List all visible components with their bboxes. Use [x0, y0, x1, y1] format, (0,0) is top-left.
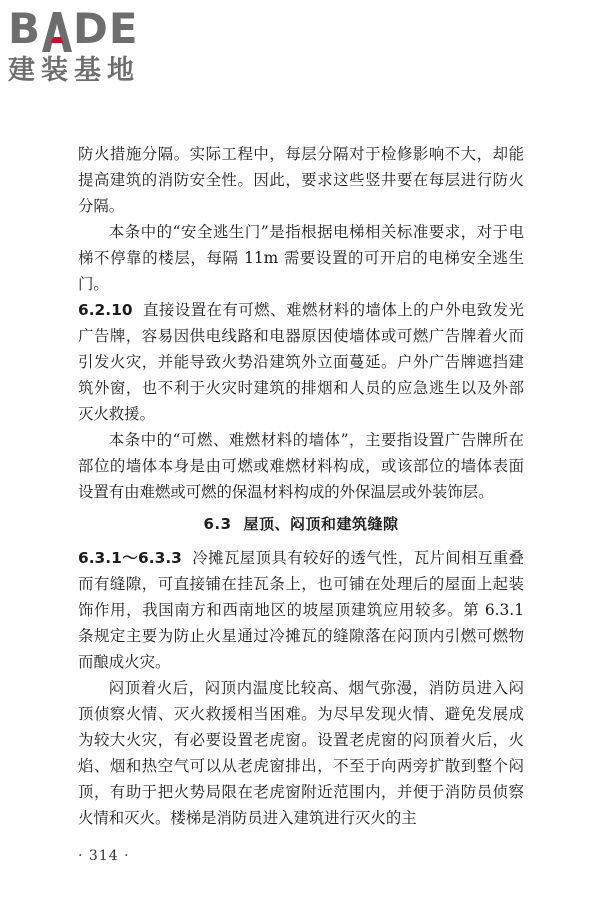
clause-number: 6.2.10 — [78, 301, 133, 319]
brand-logo — [8, 6, 178, 88]
section-heading — [78, 511, 524, 537]
paragraph-escape-door: 本条中的“安全逃生门”是指根据电梯相关标准要求，对于电梯不停靠的楼层，每隔 11m 需要设置的可开启的电梯安全逃生门。 — [78, 223, 524, 293]
document-body — [78, 141, 524, 831]
clause-6-3-1 — [78, 545, 524, 675]
clause-6-2-10 — [78, 297, 524, 427]
logo-wordmark — [8, 6, 178, 52]
logo-a-mark-icon — [42, 12, 72, 52]
paragraph-combustible-wall: 本条中的“可燃、难燃材料的墙体”，主要指设置广告牌所在部位的墙体本身是由可燃或难燃材料构成，或该部位的墙体表面设置有由难燃或可燃的保温材料构成的外保温层或外装饰层。 — [78, 431, 524, 501]
logo-letter-a — [42, 12, 72, 52]
clause-text: 冷摊瓦屋顶具有较好的透气性，瓦片间相互重叠而有缝隙，可直接铺在挂瓦条上，也可铺在处理后的屋面上起装饰作用，我国南方和西南地区的坡屋顶建筑应用较多。第 6.3.1 条规定主要为防止火星通过冷摊瓦的缝隙落在闷顶内引燃可燃物而酿成火灾。 — [78, 549, 524, 671]
logo-letter-b: B — [8, 4, 42, 53]
logo-subtitle: 建装基地 — [8, 55, 140, 86]
section-number: 6.3 — [203, 515, 232, 533]
paragraph-attic-fire: 闷顶着火后，闷顶内温度比较高、烟气弥漫，消防员进入闷顶侦察火情、灭火救援相当困难。为尽早发现火情、避免发展成为较大火灾，有必要设置老虎窗。设置老虎窗的闷顶着火后，火焰、烟和热空气可以从老虎窗排出，不至于向两旁扩散到整个闷顶，有助于把火势局限在老虎窗附近范围内，并便于消防员侦察火情和灭火。楼梯是消防员进入建筑进行灭火的主 — [78, 679, 524, 827]
logo-letters-de: DE — [73, 4, 139, 53]
clause-number: 6.3.1～6.3.3 — [78, 549, 182, 567]
paragraph-continuation: 防火措施分隔。实际工程中，每层分隔对于检修影响不大，却能提高建筑的消防安全性。因此，要求这些竖井要在每层进行防火分隔。 — [78, 145, 524, 215]
clause-text: 直接设置在有可燃、难燃材料的墙体上的户外电致发光广告牌，容易因供电线路和电器原因使墙体或可燃广告牌着火而引发火灾，并能导致火势沿建筑外立面蔓延。户外广告牌遮挡建筑外窗，也不利于火灾时建筑的排烟和人员的应急逃生以及外部灭火救援。 — [78, 301, 524, 423]
page-number: · 314 · — [78, 848, 130, 864]
section-title-text: 屋顶、闷顶和建筑缝隙 — [243, 515, 399, 533]
